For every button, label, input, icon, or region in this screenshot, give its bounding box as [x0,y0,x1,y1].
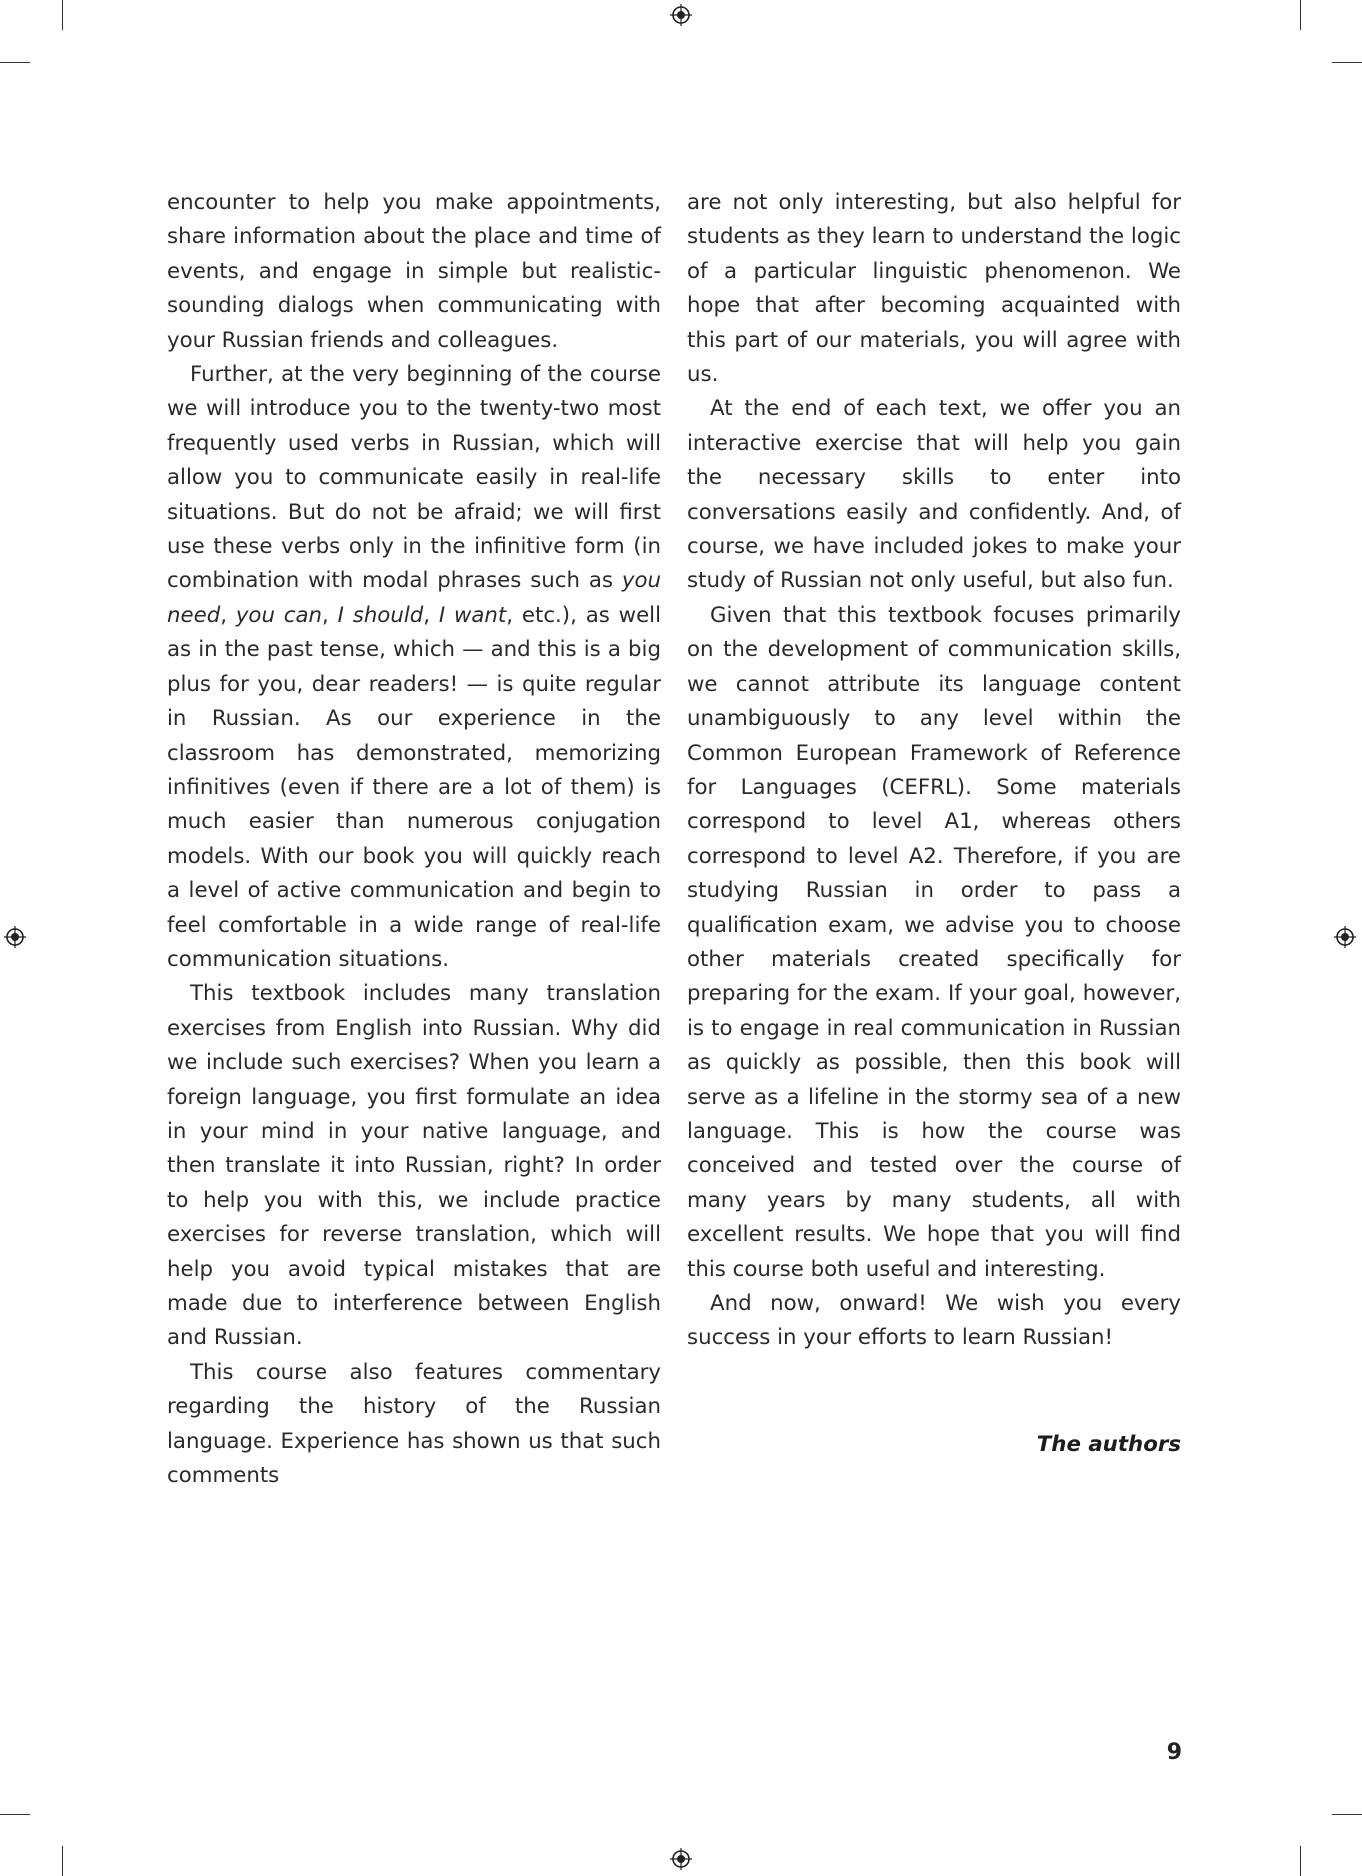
crop-mark-top-left-h [0,62,30,63]
right-text-column [687,186,1181,1356]
crop-mark-bottom-right-h [1332,1814,1362,1815]
right-paragraph-3: Given that this textbook focuses primarily on the development of communication skills, we cannot attribute its language content unambiguously to any level within the Common European Framework of Reference for Languages (CEFRL). Some materials correspond to level A1, whereas others correspond to level A2. Therefore, if you are studying Russian in order to pass a qualification exam, we advise you to choose other materials created specifically for preparing for the exam. If your goal, however, is to engage in real communication in Russian as quickly as possible, then this book will serve as a lifeline in the stormy sea of a new language. This is how the course was conceived and tested over the course of many years by many students, all with excellent results. We hope that you will find this course both useful and interesting. [687,602,1181,1282]
left-paragraph-2 [167,358,661,977]
comma-separator: , [322,602,338,628]
left-paragraph-2-start: Further, at the very beginning of the course we will introduce you to the twenty-two most frequently used verbs in Russian, which will allow you to communicate easily in real-life situations. But do not be afraid; we will first use these verbs only in the infinitive form (in combination with modal phrases such as [167,362,661,594]
left-paragraph-3: This textbook includes many translation exercises from English into Russian. Why did we include such exercises? When you learn a foreign language, you first formulate an idea in your mind in your native language, and then translate it into Russian, right? In order to help you with this, we include practice exercises for reverse translation, which will help you avoid typical mistakes that are made due to interference between English and Russian. [167,981,661,1351]
crop-mark-bottom-left-v [62,1846,63,1876]
registration-mark-left-icon [4,926,26,948]
left-paragraph-2-end: , etc.), as well as in the past tense, which — and this is a big plus for you, dear readers! — is quite regular in Russian. As our experience in the classroom has demonstrated, memorizing infinitives (even if there are a lot of them) is much easier than numerous conjugation models. With our book you will quickly reach a level of active communication and begin to feel comfortable in a wide range of real-life communication situations. [167,602,662,972]
right-paragraph-1: are not only interesting, but also helpful for students as they learn to understand the logic of a particular linguistic phenomenon. We hope that after becoming acquainted with this part of our materials, you will agree with us. [687,190,1181,388]
modal-phrase-i-want: I want [438,602,507,628]
page-number: 9 [1166,1740,1182,1765]
modal-phrase-i-should: I should [337,602,424,628]
registration-mark-bottom-icon [670,1848,692,1870]
crop-mark-top-right-v [1300,0,1301,30]
right-paragraph-4: And now, onward! We wish you every success in your efforts to learn Russian! [687,1291,1181,1351]
authors-signature: The authors [1036,1432,1181,1457]
modal-phrase-you-need: you need [167,568,661,628]
left-paragraph-1: encounter to help you make appointments, share information about the place and time of events, and engage in simple but realistic-sounding dialogs when communicating with your Russian friends and colleagues. [167,190,661,353]
crop-mark-bottom-left-h [0,1814,30,1815]
modal-phrase-you-can: you can [235,602,323,628]
comma-separator: , [423,602,439,628]
left-paragraph-4: This course also features commentary regarding the history of the Russian language. Experience has shown us that such comments [167,1359,661,1489]
crop-mark-top-left-v [62,0,63,30]
right-paragraph-2: At the end of each text, we offer you an interactive exercise that will help you gain the necessary skills to enter into conversations easily and confidently. And, of course, we have included jokes to make your study of Russian not only useful, but also fun. [687,396,1181,594]
crop-mark-top-right-h [1332,62,1362,63]
comma-separator: , [220,602,236,628]
crop-mark-bottom-right-v [1300,1846,1301,1876]
left-text-column [167,186,661,1493]
registration-mark-top-icon [670,4,692,26]
registration-mark-right-icon [1334,926,1356,948]
